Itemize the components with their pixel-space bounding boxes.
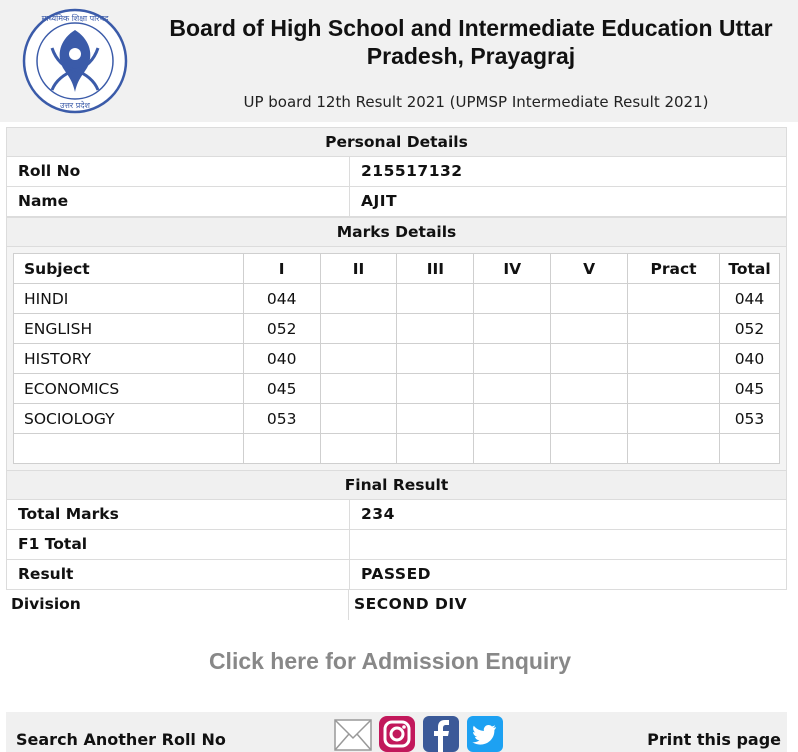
mark-cell bbox=[628, 374, 720, 404]
svg-text:उत्तर प्रदेश: उत्तर प्रदेश bbox=[60, 101, 90, 110]
svg-text:माध्यमिक शिक्षा परिषद: माध्यमिक शिक्षा परिषद bbox=[41, 14, 109, 23]
mark-cell: 045 bbox=[243, 374, 320, 404]
table-row bbox=[14, 374, 780, 404]
name-row bbox=[6, 187, 787, 217]
subject-cell: HINDI bbox=[14, 284, 244, 314]
col-pract: Pract bbox=[628, 254, 720, 284]
marks-header-row bbox=[14, 254, 780, 284]
f1-total-row bbox=[6, 530, 787, 560]
board-title: Board of High School and Intermediate Education Uttar Pradesh, Prayagraj bbox=[169, 15, 773, 69]
mark-cell bbox=[474, 344, 551, 374]
mark-cell bbox=[551, 404, 628, 434]
mark-cell bbox=[551, 284, 628, 314]
table-row bbox=[14, 404, 780, 434]
mark-cell bbox=[320, 404, 397, 434]
mark-cell bbox=[397, 404, 474, 434]
total-cell: 052 bbox=[719, 314, 779, 344]
total-cell: 053 bbox=[719, 404, 779, 434]
mark-cell bbox=[628, 344, 720, 374]
mark-cell bbox=[474, 434, 551, 464]
personal-details-heading: Personal Details bbox=[6, 127, 787, 157]
mark-cell bbox=[397, 284, 474, 314]
mark-cell bbox=[320, 344, 397, 374]
mark-cell bbox=[551, 374, 628, 404]
table-row bbox=[14, 314, 780, 344]
mark-cell bbox=[628, 284, 720, 314]
mark-cell bbox=[320, 434, 397, 464]
col-subject: Subject bbox=[14, 254, 244, 284]
email-icon[interactable] bbox=[334, 716, 372, 752]
page-header bbox=[0, 0, 798, 122]
col-ii: II bbox=[320, 254, 397, 284]
subject-cell: HISTORY bbox=[14, 344, 244, 374]
mark-cell bbox=[474, 374, 551, 404]
division-row bbox=[6, 590, 787, 620]
roll-label: Roll No bbox=[7, 157, 350, 186]
instagram-icon[interactable] bbox=[378, 716, 416, 752]
marks-table-wrap bbox=[6, 247, 787, 470]
col-total: Total bbox=[719, 254, 779, 284]
mark-cell bbox=[397, 344, 474, 374]
marks-details-heading: Marks Details bbox=[6, 217, 787, 247]
twitter-icon[interactable] bbox=[466, 716, 504, 752]
total-cell: 040 bbox=[719, 344, 779, 374]
col-iv: IV bbox=[474, 254, 551, 284]
mark-cell bbox=[397, 314, 474, 344]
mark-cell bbox=[551, 314, 628, 344]
subject-cell: SOCIOLOGY bbox=[14, 404, 244, 434]
mark-cell bbox=[474, 314, 551, 344]
search-another-roll-link[interactable]: Search Another Roll No bbox=[16, 730, 226, 749]
table-row bbox=[14, 344, 780, 374]
mark-cell bbox=[628, 314, 720, 344]
subject-cell: ENGLISH bbox=[14, 314, 244, 344]
table-row bbox=[14, 284, 780, 314]
f1-total-value bbox=[350, 530, 786, 559]
facebook-icon[interactable] bbox=[422, 716, 460, 752]
result-row bbox=[6, 560, 787, 590]
total-cell: 045 bbox=[719, 374, 779, 404]
roll-value: 215517132 bbox=[361, 162, 463, 180]
marks-table bbox=[13, 253, 780, 464]
mark-cell: 053 bbox=[243, 404, 320, 434]
page-footer bbox=[6, 712, 787, 752]
result-panel bbox=[6, 127, 787, 620]
mark-cell: 040 bbox=[243, 344, 320, 374]
total-marks-row bbox=[6, 500, 787, 530]
mark-cell bbox=[320, 314, 397, 344]
mark-cell bbox=[397, 434, 474, 464]
total-cell bbox=[719, 434, 779, 464]
print-page-link[interactable]: Print this page bbox=[647, 730, 781, 749]
division-label: Division bbox=[6, 590, 349, 620]
f1-total-label: F1 Total bbox=[7, 530, 350, 559]
mark-cell bbox=[628, 404, 720, 434]
division-value: SECOND DIV bbox=[354, 595, 468, 613]
table-row bbox=[14, 434, 780, 464]
subject-cell: ECONOMICS bbox=[14, 374, 244, 404]
mark-cell bbox=[243, 434, 320, 464]
mark-cell bbox=[551, 434, 628, 464]
mark-cell bbox=[474, 404, 551, 434]
result-value: PASSED bbox=[361, 565, 432, 583]
mark-cell bbox=[551, 344, 628, 374]
name-label: Name bbox=[7, 187, 350, 216]
mark-cell bbox=[628, 434, 720, 464]
col-i: I bbox=[243, 254, 320, 284]
subject-cell bbox=[14, 434, 244, 464]
name-value: AJIT bbox=[361, 192, 398, 210]
mark-cell bbox=[320, 374, 397, 404]
result-subtitle: UP board 12th Result 2021 (UPMSP Intermediate Result 2021) bbox=[243, 93, 709, 111]
mark-cell bbox=[320, 284, 397, 314]
result-label: Result bbox=[7, 560, 350, 589]
total-marks-value: 234 bbox=[361, 505, 395, 523]
col-v: V bbox=[551, 254, 628, 284]
upmsp-logo bbox=[22, 8, 128, 114]
mark-cell: 052 bbox=[243, 314, 320, 344]
total-cell: 044 bbox=[719, 284, 779, 314]
final-result-heading: Final Result bbox=[6, 470, 787, 500]
mark-cell bbox=[474, 284, 551, 314]
col-iii: III bbox=[397, 254, 474, 284]
mark-cell bbox=[397, 374, 474, 404]
mark-cell: 044 bbox=[243, 284, 320, 314]
admission-enquiry-link[interactable]: Click here for Admission Enquiry bbox=[208, 648, 572, 674]
total-marks-label: Total Marks bbox=[7, 500, 350, 529]
roll-row bbox=[6, 157, 787, 187]
